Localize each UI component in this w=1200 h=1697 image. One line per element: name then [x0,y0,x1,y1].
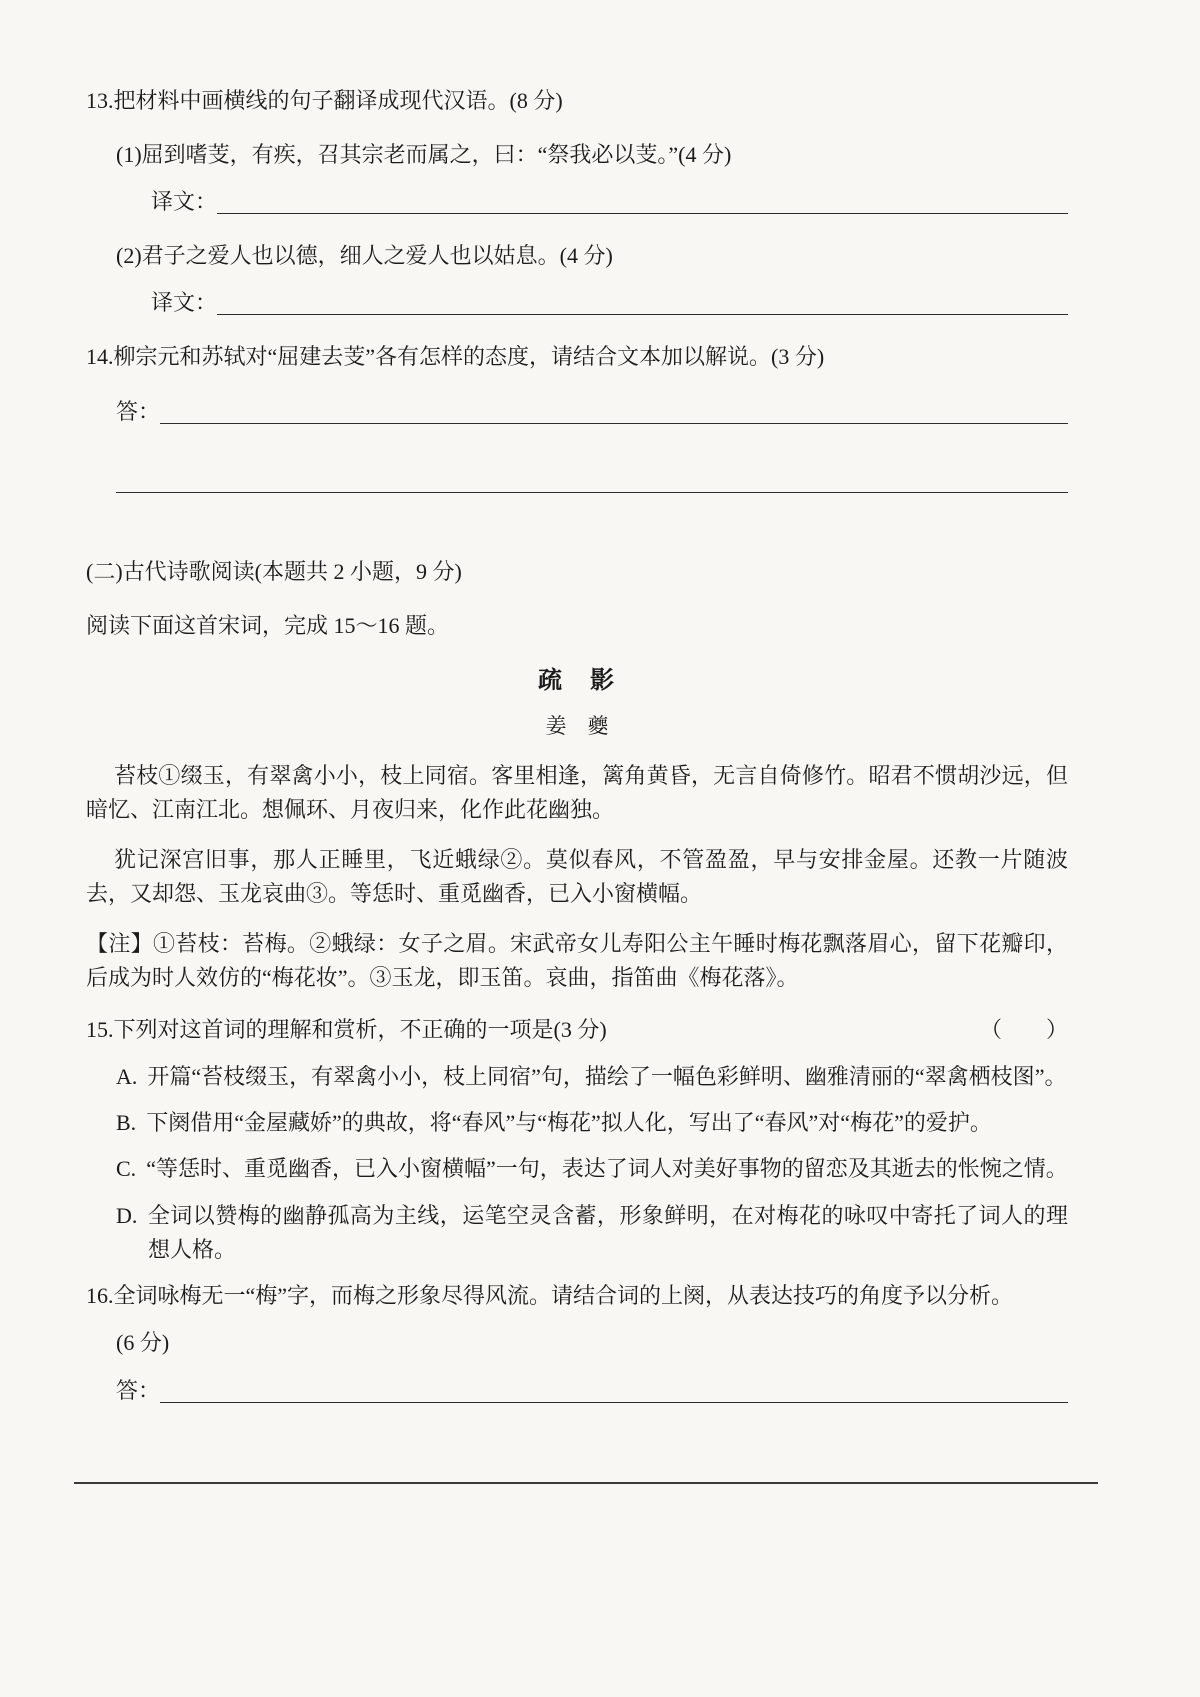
q13-sub2-answer-line [151,286,1068,320]
q15-stem-row [86,1013,1068,1047]
q16-score: (6 分) [116,1329,170,1355]
option-label: D. [116,1202,138,1228]
option-text: 下阕借用“金屋藏娇”的典故，将“春风”与“梅花”拟人化，写出了“春风”对“梅花”的爱护。 [146,1110,992,1136]
poem-note: 【注】①苔枝：苔梅。②蛾绿：女子之眉。宋武帝女儿寿阳公主午睡时梅花飘落眉心，留下花瓣印，后成为时人效仿的“梅花妆”。③玉龙，即玉笛。哀曲，指笛曲《梅花落》。 [86,930,1068,991]
q16-stem: 16.全词咏梅无一“梅”字，而梅之形象尽得风流。请结合词的上阕，从表达技巧的角度予以分析。 [86,1282,1014,1308]
answer-blank [160,395,1068,424]
q14-answer-line [116,395,1068,429]
option-text: “等恁时、重觅幽香，已入小窗横幅”一句，表达了词人对美好事物的留恋及其逝去的怅惋之情。 [146,1156,1068,1182]
answer-blank-continuation [116,463,1068,493]
option-text: 开篇“苔枝缀玉，有翠禽小小，枝上同宿”句，描绘了一幅色彩鲜明、幽雅清丽的“翠禽栖枝图”。 [147,1064,1067,1090]
section-heading: (二)古代诗歌阅读(本题共 2 小题，9 分) [86,558,462,584]
q15-option-a [86,1060,1068,1094]
answer-blank [160,1374,1068,1403]
q13-stem: 13.把材料中画横线的句子翻译成现代汉语。(8 分) [86,88,563,113]
q13-sub2: (2)君子之爱人也以德，细人之爱人也以姑息。(4 分) [116,243,613,269]
q15-stem: 15.下列对这首词的理解和赏析，不正确的一项是(3 分) [86,1017,607,1043]
answer-blank [217,286,1068,315]
answer-blank [217,185,1068,214]
answer-label: 答： [116,398,161,424]
q14-stem: 14.柳宗元和苏轼对“屈建去芰”各有怎样的态度，请结合文本加以解说。(3 分) [86,344,825,370]
q13-sub1: (1)屈到嗜芰，有疾，召其宗老而属之，曰：“祭我必以芰。”(4 分) [116,142,732,168]
q16-answer-line [116,1374,1068,1408]
poem-stanza-2: 犹记深宫旧事，那人正睡里，飞近蛾绿②。莫似春风，不管盈盈，早与安排金屋。还教一片随波去，又却怨、玉龙哀曲③。等恁时、重觅幽香，已入小窗横幅。 [86,846,1068,906]
reading-intro: 阅读下面这首宋词，完成 15～16 题。 [86,612,450,638]
q15-option-b [86,1106,1068,1140]
translation-label: 译文： [151,189,218,215]
page-footer-rule [74,1482,1098,1484]
poem-author: 姜 夔 [545,714,609,739]
option-text: 全词以赞梅的幽静孤高为主线，运笔空灵含蓄，形象鲜明，在对梅花的咏叹中寄托了词人的理想人格。 [147,1202,1068,1262]
answer-label: 答： [116,1377,161,1403]
option-label: B. [116,1110,137,1136]
q13-sub1-answer-line [151,185,1068,219]
q15-option-d [86,1199,1068,1267]
poem-stanza-1: 苔枝①缀玉，有翠禽小小，枝上同宿。客里相逢，篱角黄昏，无言自倚修竹。昭君不惯胡沙远，但暗忆、江南江北。想佩环、月夜归来，化作此花幽独。 [86,762,1068,822]
option-label: A. [116,1064,138,1090]
answer-bracket: （ ） [979,1017,1068,1043]
poem-title: 疏 影 [538,667,616,694]
translation-label: 译文： [151,290,218,316]
q15-option-c [86,1152,1068,1186]
option-label: C. [116,1156,137,1182]
